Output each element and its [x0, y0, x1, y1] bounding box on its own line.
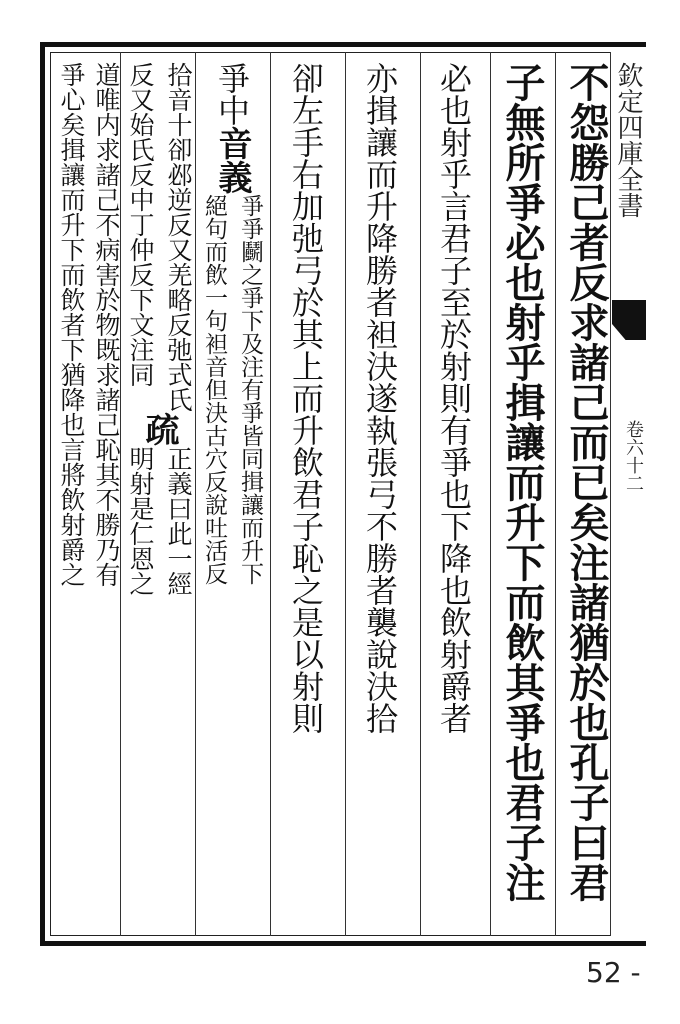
- note-right: 爭爭鬬之爭下及注有爭皆同揖讓而升下: [237, 194, 263, 585]
- note-right: 邲逆反又羌略反弛式氏: [164, 162, 193, 412]
- lead-text: 爭中: [213, 62, 251, 126]
- page-number: 52 -: [586, 956, 641, 989]
- note-right: 拾音十卻: [164, 62, 193, 162]
- note-left: 絕句而飲一句袒音但決古穴反說吐活反: [201, 194, 227, 585]
- double-line-note: [122, 446, 196, 596]
- text-column-2: [494, 62, 550, 932]
- double-line-note: [122, 62, 196, 162]
- note-left: 反又始氏: [126, 62, 155, 162]
- column-divider: [345, 52, 346, 936]
- text-column-6: [201, 62, 263, 932]
- shu-marker: 疏: [139, 412, 179, 446]
- text-column-7: [126, 62, 192, 932]
- collection-title: 欽定四庫全書: [613, 62, 643, 218]
- yinyi-marker: 音義: [212, 126, 252, 194]
- note-right: 正義曰此一經: [164, 446, 193, 596]
- commentary-text: 卻左手右加弛弓於其上而升飲君子恥之是以射則: [287, 62, 325, 734]
- commentary-text: 道唯内求諸己不病害於物既求諸己恥其不勝乃有: [92, 62, 121, 587]
- text-column-5: [278, 62, 334, 932]
- column-divider: [555, 52, 556, 936]
- double-line-note: [122, 162, 196, 412]
- text-column-4: [352, 62, 408, 932]
- commentary-text: 爭心矣揖讓而升下而飲者下猶降也言將飲射爵之: [57, 62, 86, 587]
- commentary-text: 亦揖讓而升降勝者袒決遂執張弓不勝者襲說決拾: [361, 62, 399, 734]
- volume-label: 卷六十二: [623, 420, 644, 492]
- column-divider: [490, 52, 491, 936]
- column-divider: [270, 52, 271, 936]
- text-column-8: [91, 62, 121, 932]
- text-column-3: [426, 62, 482, 932]
- double-line-note: [197, 194, 267, 585]
- text-column-1: [558, 62, 614, 932]
- column-divider: [420, 52, 421, 936]
- note-left: 反中丁仲反下文注同: [126, 162, 155, 387]
- main-text: 不怨勝己者反求諸己而已矣注諸猶於也孔子曰君: [563, 62, 610, 902]
- main-text: 子無所爭必也射乎揖讓而升下而飲其爭也君子注: [499, 62, 546, 902]
- note-left: 明射是仁恩之: [126, 446, 155, 596]
- commentary-text: 必也射乎言君子至於射則有爭也下降也飲射爵者: [435, 62, 473, 734]
- text-column-9: [56, 62, 86, 932]
